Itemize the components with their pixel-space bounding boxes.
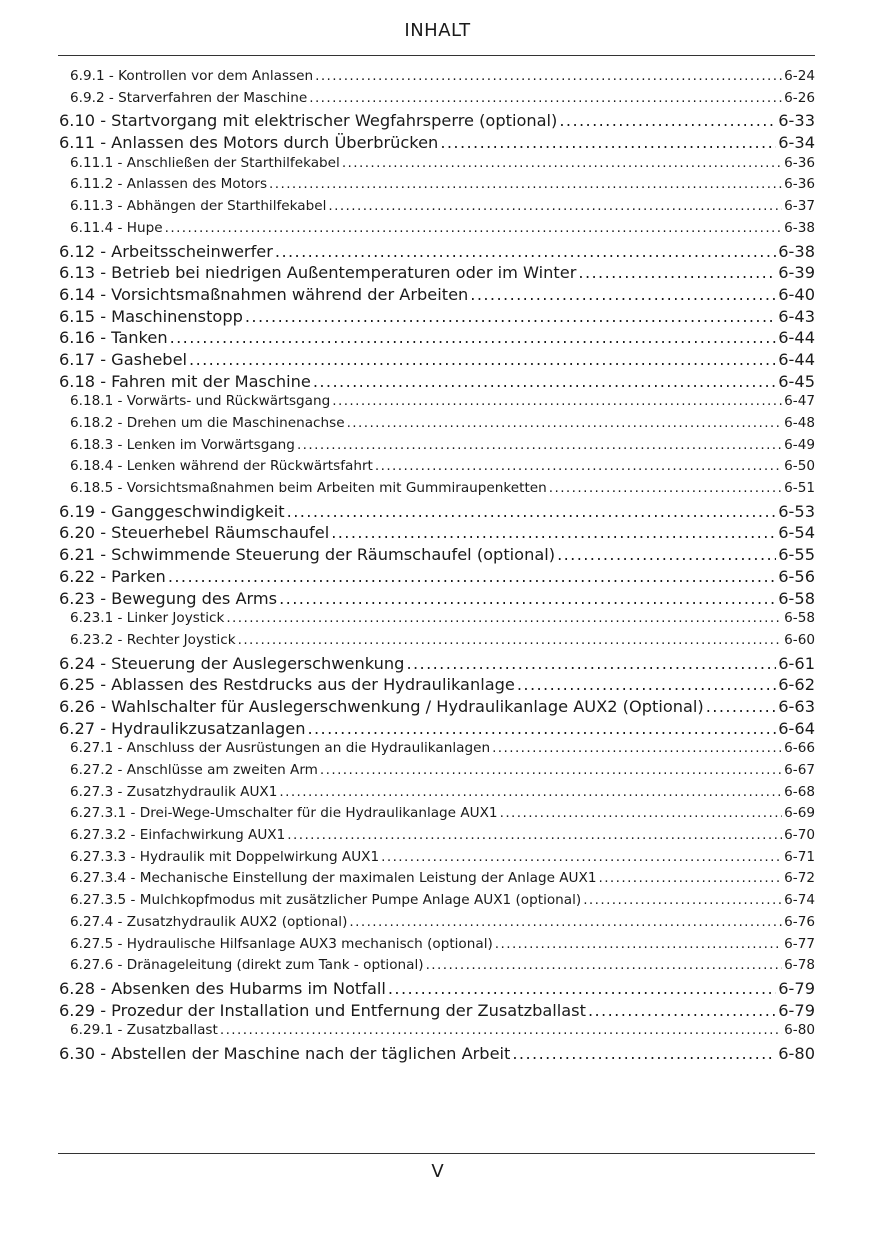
toc-entry-section[interactable]: [58, 502, 815, 524]
toc-entry-subsection[interactable]: [58, 480, 815, 502]
toc-entry-title: 6.12 - Arbeitsscheinwerfer: [59, 241, 273, 261]
toc-dot-leader: [388, 979, 776, 998]
toc-entry-page: 6-38: [784, 219, 815, 236]
toc-dot-leader: [279, 784, 782, 800]
toc-entry-subsection[interactable]: [58, 740, 815, 762]
toc-entry-page: 6-54: [778, 523, 815, 543]
toc-dot-leader: [440, 133, 776, 152]
toc-entry-title: 6.30 - Abstellen der Maschine nach der täglichen Arbeit: [59, 1043, 511, 1063]
toc-entry-subsection[interactable]: [58, 1022, 815, 1044]
toc-dot-leader: [495, 936, 782, 952]
toc-entry-subsection[interactable]: [58, 198, 815, 220]
toc-entry-title: 6.11.1 - Anschließen der Starthilfekabel: [70, 154, 340, 171]
toc-entry-section[interactable]: [58, 675, 815, 697]
toc-entry-subsection[interactable]: [58, 220, 815, 242]
toc-dot-leader: [275, 242, 776, 261]
toc-entry-title: 6.14 - Vorsichtsmaßnahmen während der Arbeiten: [59, 284, 469, 304]
toc-entry-title: 6.11.3 - Abhängen der Starthilfekabel: [70, 198, 327, 215]
header-divider: [58, 55, 815, 56]
toc-entry-subsection[interactable]: [58, 632, 815, 654]
toc-entry-section[interactable]: [58, 589, 815, 611]
toc-entry-section[interactable]: [58, 1001, 815, 1023]
toc-entry-page: 6-53: [778, 501, 815, 521]
toc-entry-subsection[interactable]: [58, 805, 815, 827]
toc-dot-leader: [220, 1022, 782, 1038]
toc-entry-section[interactable]: [58, 242, 815, 264]
toc-entry-page: 6-68: [784, 783, 815, 800]
toc-dot-leader: [517, 675, 776, 694]
toc-entry-title: 6.27.3.5 - Mulchkopfmodus mit zusätzlicher Pumpe Anlage AUX1 (optional): [70, 892, 582, 909]
toc-dot-leader: [578, 263, 776, 282]
toc-dot-leader: [297, 437, 782, 453]
toc-entry-title: 6.27.2 - Anschlüsse am zweiten Arm: [70, 762, 318, 778]
toc-entry-section[interactable]: [58, 350, 815, 372]
toc-entry-subsection[interactable]: [58, 849, 815, 871]
toc-dot-leader: [287, 502, 777, 521]
toc-entry-title: 6.23 - Bewegung des Arms: [59, 588, 278, 608]
toc-entry-page: 6-77: [784, 935, 815, 952]
toc-entry-page: 6-78: [784, 957, 815, 974]
toc-entry-title: 6.27.5 - Hydraulische Hilfsanlage AUX3 mechanisch (optional): [70, 935, 493, 952]
toc-entry-page: 6-47: [784, 393, 815, 410]
toc-dot-leader: [381, 849, 782, 865]
toc-entry-title: 6.11.4 - Hupe: [70, 219, 163, 236]
toc-entry-section[interactable]: [58, 719, 815, 741]
toc-entry-title: 6.13 - Betrieb bei niedrigen Außentemperaturen oder im Winter: [59, 263, 577, 283]
toc-entry-title: 6.11 - Anlassen des Motors durch Überbrücken: [59, 133, 439, 153]
toc-entry-page: 6-51: [784, 480, 815, 497]
toc-entry-title: 6.27.1 - Anschluss der Ausrüstungen an die Hydraulikanlagen: [70, 740, 491, 757]
toc-dot-leader: [226, 610, 782, 626]
toc-entry-page: 6-64: [778, 718, 815, 738]
toc-entry-page: 6-76: [784, 913, 815, 930]
toc-dot-leader: [706, 697, 777, 716]
toc-entry-title: 6.27.3.1 - Drei-Wege-Umschalter für die Hydraulikanlage AUX1: [70, 805, 498, 822]
toc-dot-leader: [500, 805, 783, 821]
toc-entry-title: 6.29 - Prozedur der Installation und Entfernung der Zusatzballast: [59, 1000, 586, 1020]
toc-entry-section[interactable]: [58, 523, 815, 545]
toc-entry-title: 6.29.1 - Zusatzballast: [70, 1022, 218, 1039]
toc-entry-page: 6-44: [778, 349, 815, 369]
toc-entry-title: 6.16 - Tanken: [59, 328, 168, 348]
toc-dot-leader: [492, 740, 782, 756]
toc-entry-section[interactable]: [58, 133, 815, 155]
toc-entry-page: 6-80: [778, 1043, 815, 1063]
toc-dot-leader: [238, 632, 783, 648]
toc-dot-leader: [168, 567, 776, 586]
toc-entry-page: 6-36: [784, 176, 815, 193]
toc-entry-section[interactable]: [58, 567, 815, 589]
toc-entry-title: 6.10 - Startvorgang mit elektrischer Wegfahrsperre (optional): [59, 111, 558, 131]
toc-dot-leader: [170, 328, 777, 347]
toc-entry-page: 6-48: [784, 415, 815, 431]
toc-entry-title: 6.27 - Hydraulikzusatzanlagen: [59, 718, 306, 738]
toc-entry-page: 6-36: [784, 154, 815, 171]
toc-dot-leader: [557, 545, 776, 564]
toc-entry-page: 6-66: [784, 740, 815, 757]
toc-dot-leader: [320, 762, 782, 778]
toc-dot-leader: [328, 198, 782, 214]
toc-entry-title: 6.18.2 - Drehen um die Maschinenachse: [70, 415, 345, 431]
toc-entry-section[interactable]: [58, 372, 815, 394]
toc-dot-leader: [470, 285, 776, 304]
toc-entry-title: 6.18.3 - Lenken im Vorwärtsgang: [70, 436, 295, 453]
toc-entry-page: 6-26: [784, 89, 815, 106]
toc-entry-page: 6-56: [778, 566, 815, 586]
toc-entry-section[interactable]: [58, 328, 815, 350]
toc-entry-page: 6-72: [784, 870, 815, 887]
toc-entry-section[interactable]: [58, 697, 815, 719]
toc-entry-subsection[interactable]: [58, 870, 815, 892]
toc-entry-subsection[interactable]: [58, 155, 815, 177]
toc-entry-title: 6.25 - Ablassen des Restdrucks aus der Hydraulikanlage: [59, 675, 515, 695]
toc-dot-leader: [426, 957, 783, 973]
table-of-contents: [58, 68, 815, 1066]
toc-entry-subsection[interactable]: [58, 827, 815, 849]
toc-entry-page: 6-43: [778, 306, 815, 326]
footer-divider: [58, 1153, 815, 1154]
toc-entry-subsection[interactable]: [58, 90, 815, 112]
toc-dot-leader: [349, 914, 782, 930]
toc-entry-subsection[interactable]: [58, 437, 815, 459]
toc-entry-page: 6-70: [784, 827, 815, 844]
toc-entry-page: 6-58: [784, 610, 815, 627]
toc-entry-title: 6.26 - Wahlschalter für Auslegerschwenkung / Hydraulikanlage AUX2 (Optional): [59, 696, 704, 716]
toc-dot-leader: [406, 654, 776, 673]
toc-dot-leader: [245, 307, 776, 326]
toc-entry-page: 6-37: [784, 198, 815, 215]
toc-entry-section[interactable]: [58, 979, 815, 1001]
toc-entry-section[interactable]: [58, 285, 815, 307]
toc-entry-section[interactable]: [58, 545, 815, 567]
toc-dot-leader: [588, 1001, 776, 1020]
toc-entry-title: 6.24 - Steuerung der Auslegerschwenkung: [59, 653, 405, 673]
toc-dot-leader: [309, 90, 782, 106]
toc-dot-leader: [269, 176, 782, 192]
toc-entry-page: 6-67: [784, 762, 815, 778]
toc-dot-leader: [598, 870, 782, 886]
toc-entry-subsection[interactable]: [58, 936, 815, 958]
toc-dot-leader: [583, 892, 782, 908]
toc-entry-title: 6.9.1 - Kontrollen vor dem Anlassen: [70, 68, 314, 84]
toc-dot-leader: [313, 372, 776, 391]
toc-entry-title: 6.27.3.3 - Hydraulik mit Doppelwirkung AUX1: [70, 848, 380, 865]
toc-entry-title: 6.11.2 - Anlassen des Motors: [70, 176, 268, 193]
toc-entry-title: 6.27.3 - Zusatzhydraulik AUX1: [70, 783, 278, 800]
toc-entry-title: 6.18.4 - Lenken während der Rückwärtsfahrt: [70, 458, 373, 475]
toc-dot-leader: [332, 393, 782, 409]
toc-entry-title: 6.19 - Ganggeschwindigkeit: [59, 501, 285, 521]
toc-entry-title: 6.27.4 - Zusatzhydraulik AUX2 (optional): [70, 913, 348, 930]
page-header-title: INHALT: [404, 20, 471, 41]
toc-entry-page: 6-49: [784, 436, 815, 453]
toc-entry-page: 6-62: [778, 675, 815, 695]
toc-entry-subsection[interactable]: [58, 892, 815, 914]
toc-entry-page: 6-50: [784, 458, 815, 475]
toc-entry-page: 6-38: [778, 241, 815, 261]
toc-entry-section[interactable]: [58, 111, 815, 133]
toc-dot-leader: [549, 480, 782, 496]
toc-dot-leader: [279, 589, 776, 608]
toc-entry-page: 6-33: [778, 111, 815, 131]
toc-dot-leader: [307, 719, 776, 738]
toc-entry-subsection[interactable]: [58, 957, 815, 979]
toc-entry-title: 6.17 - Gashebel: [59, 349, 188, 369]
toc-entry-title: 6.27.6 - Dränageleitung (direkt zum Tank - optional): [70, 957, 424, 974]
toc-entry-section[interactable]: [58, 1044, 815, 1066]
toc-entry-subsection[interactable]: [58, 393, 815, 415]
toc-entry-page: 6-60: [784, 631, 815, 648]
toc-entry-title: 6.18.5 - Vorsichtsmaßnahmen beim Arbeiten mit Gummiraupenketten: [70, 480, 547, 497]
toc-entry-page: 6-69: [784, 805, 815, 822]
toc-entry-page: 6-71: [784, 848, 815, 865]
toc-entry-subsection[interactable]: [58, 415, 815, 437]
toc-entry-title: 6.23.2 - Rechter Joystick: [70, 631, 236, 648]
toc-entry-title: 6.28 - Absenken des Hubarms im Notfall: [59, 978, 386, 998]
toc-entry-title: 6.23.1 - Linker Joystick: [70, 610, 225, 627]
toc-entry-page: 6-61: [778, 653, 815, 673]
toc-entry-page: 6-79: [778, 978, 815, 998]
toc-dot-leader: [165, 220, 783, 236]
toc-entry-section[interactable]: [58, 654, 815, 676]
toc-dot-leader: [512, 1044, 776, 1063]
toc-entry-page: 6-63: [778, 696, 815, 716]
toc-entry-title: 6.21 - Schwimmende Steuerung der Räumschaufel (optional): [59, 545, 556, 565]
toc-dot-leader: [189, 350, 776, 369]
toc-dot-leader: [287, 827, 782, 843]
toc-dot-leader: [342, 155, 782, 171]
toc-entry-subsection[interactable]: [58, 784, 815, 806]
toc-entry-page: 6-58: [778, 588, 815, 608]
toc-entry-title: 6.22 - Parken: [59, 566, 166, 586]
page-number: V: [431, 1161, 444, 1182]
toc-entry-title: 6.9.2 - Starverfahren der Maschine: [70, 89, 308, 106]
toc-entry-page: 6-40: [778, 284, 815, 304]
toc-entry-page: 6-79: [778, 1000, 815, 1020]
toc-entry-section[interactable]: [58, 263, 815, 285]
toc-dot-leader: [347, 415, 783, 431]
toc-entry-page: 6-44: [778, 328, 815, 348]
toc-dot-leader: [375, 458, 782, 474]
toc-entry-title: 6.18.1 - Vorwärts- und Rückwärtsgang: [70, 393, 331, 410]
toc-entry-subsection[interactable]: [58, 458, 815, 480]
toc-entry-page: 6-24: [784, 68, 815, 84]
toc-entry-subsection[interactable]: [58, 610, 815, 632]
toc-entry-title: 6.27.3.4 - Mechanische Einstellung der maximalen Leistung der Anlage AUX1: [70, 870, 597, 887]
toc-entry-title: 6.18 - Fahren mit der Maschine: [59, 371, 311, 391]
toc-entry-subsection[interactable]: [58, 914, 815, 936]
toc-entry-section[interactable]: [58, 307, 815, 329]
toc-entry-title: 6.20 - Steuerhebel Räumschaufel: [59, 523, 330, 543]
toc-entry-page: 6-80: [784, 1022, 815, 1039]
toc-entry-page: 6-34: [778, 133, 815, 153]
toc-entry-title: 6.15 - Maschinenstopp: [59, 306, 243, 326]
toc-entry-page: 6-39: [778, 263, 815, 283]
toc-entry-title: 6.27.3.2 - Einfachwirkung AUX1: [70, 827, 286, 844]
toc-entry-subsection[interactable]: [58, 762, 815, 784]
toc-entry-subsection[interactable]: [58, 68, 815, 90]
toc-dot-leader: [315, 68, 782, 84]
toc-entry-page: 6-74: [784, 892, 815, 909]
toc-entry-page: 6-45: [778, 371, 815, 391]
toc-dot-leader: [559, 111, 776, 130]
toc-entry-subsection[interactable]: [58, 176, 815, 198]
toc-dot-leader: [331, 523, 776, 542]
toc-entry-page: 6-55: [778, 545, 815, 565]
